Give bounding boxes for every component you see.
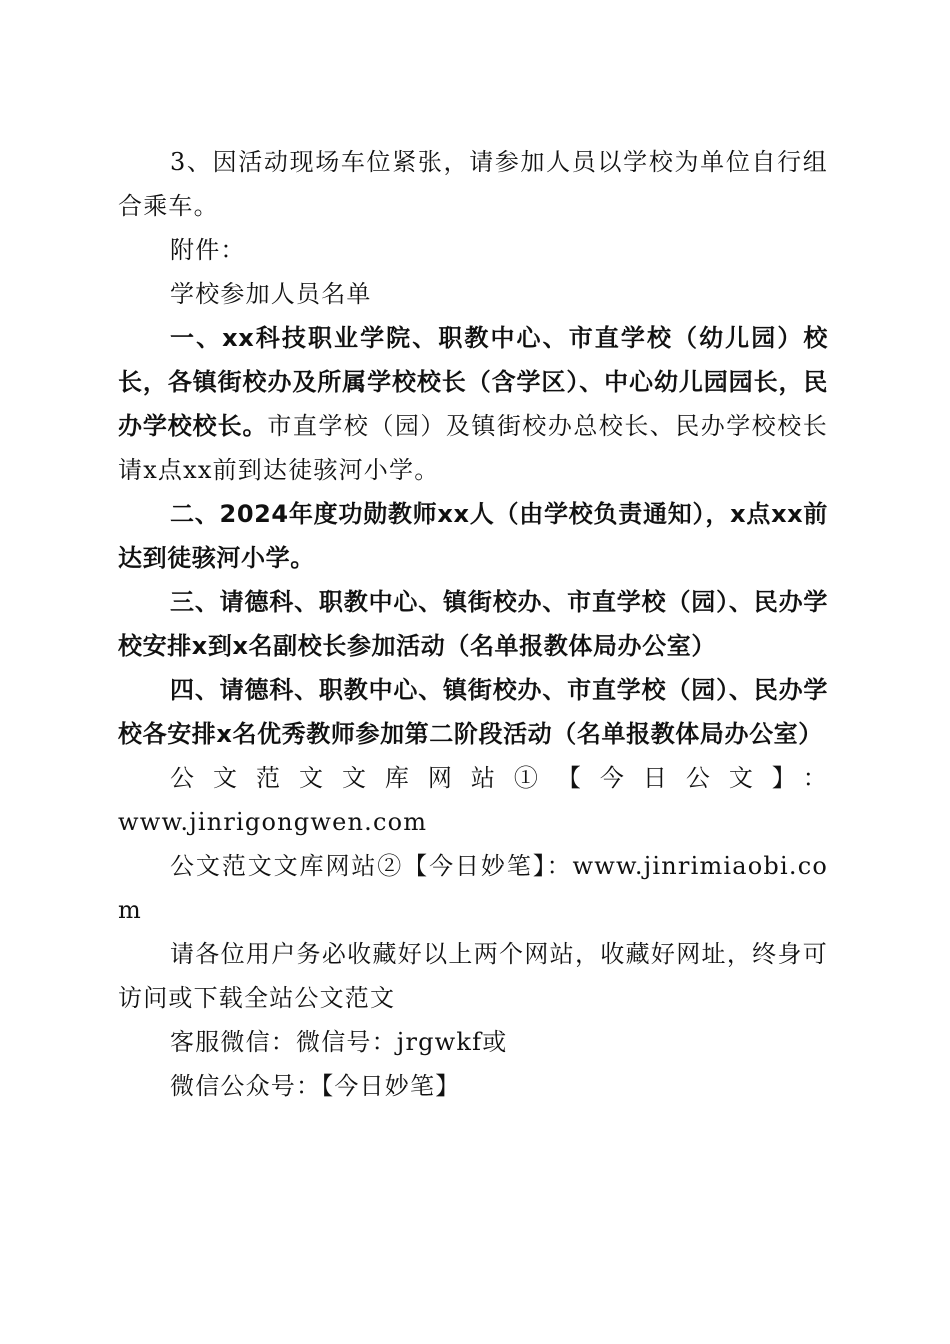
reminder-paragraph: 请各位用户务必收藏好以上两个网站，收藏好网址，终身可访问或下载全站公文范文	[118, 940, 828, 1012]
site-2-line: 公文范文文库网站②【今日妙笔】：www.jinrimiaobi.com	[118, 852, 828, 924]
section-1-normal-text: 市直学校（园）及镇街校办总校长、民办学校校长请x点xx前到达徒骇河小学。	[118, 412, 828, 484]
attachment-label: 附件：	[170, 236, 246, 264]
wechat-account-line: 微信公众号：【今日妙笔】	[170, 1072, 461, 1100]
list-title: 学校参加人员名单	[170, 280, 372, 308]
section-4-paragraph: 四、请德科、职教中心、镇街校办、市直学校（园）、民办学校各安排x名优秀教师参加第二阶段活动（名单报教体局办公室）	[118, 676, 828, 748]
site-1-line: 公文范文文库网站①【今日公文】：	[170, 764, 828, 792]
section-1-bold-text: 一、xx科技职业学院、职教中心、市直学校（幼儿园）校长，各镇街校办及所属学校校长（含学区）、中心幼儿园园长，民办学校校长。	[118, 324, 828, 440]
section-1-paragraph	[118, 316, 828, 492]
customer-service-line: 客服微信：微信号：jrgwkf或	[170, 1028, 508, 1056]
document-page	[118, 140, 828, 1108]
section-3-paragraph: 三、请德科、职教中心、镇街校办、市直学校（园）、民办学校安排x到x名副校长参加活动（名单报教体局办公室）	[118, 588, 828, 660]
section-2-paragraph: 二、2024年度功勋教师xx人（由学校负责通知），x点xx前达到徒骇河小学。	[118, 500, 828, 572]
site-1-url: www.jinrigongwen.com	[118, 808, 428, 836]
item-3-paragraph: 3、因活动现场车位紧张，请参加人员以学校为单位自行组合乘车。	[118, 148, 828, 220]
